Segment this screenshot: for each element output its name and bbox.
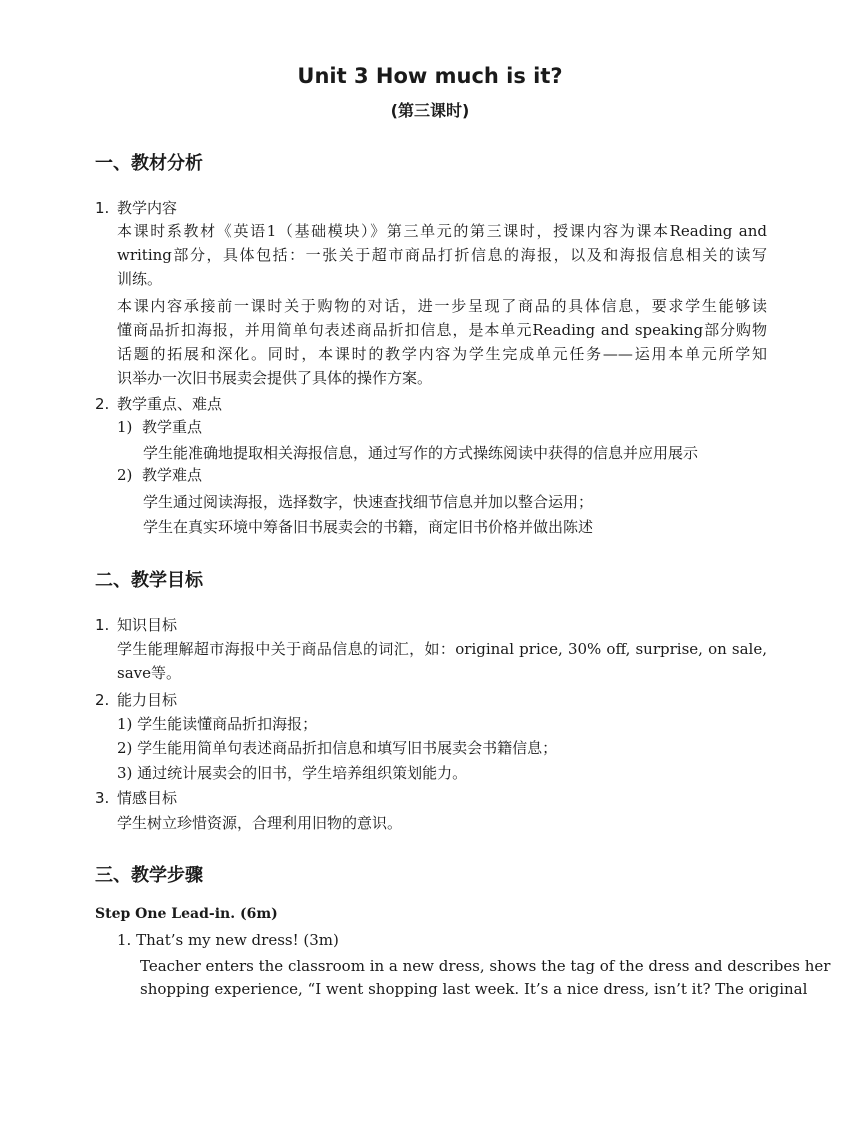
- paragraph-line: 懂商品折扣海报，并用简单句表述商品折扣信息，是本单元Reading and speaking部分购物: [117, 321, 767, 339]
- section-heading-1: 一、教材分析: [95, 153, 203, 174]
- sub-item-number: 1): [117, 418, 133, 436]
- sub-item-heading: [117, 464, 202, 485]
- item-heading: [95, 787, 177, 808]
- sub-item-heading: [117, 416, 202, 437]
- item-label: 能力目标: [117, 691, 178, 709]
- item-label: 知识目标: [117, 616, 178, 634]
- item-heading: [95, 689, 177, 710]
- item-number: 1.: [95, 199, 110, 217]
- item-heading: [95, 614, 177, 635]
- item-label: 情感目标: [117, 789, 178, 807]
- item-number: 1.: [95, 616, 110, 634]
- paragraph-line: Teacher enters the classroom in a new dress, shows the tag of the dress and describes her: [140, 957, 831, 975]
- paragraph-line: 学生在真实环境中筹备旧书展卖会的书籍，商定旧书价格并做出陈述: [143, 518, 594, 536]
- sub-item-label: 教学重点: [141, 418, 202, 436]
- item-number: 2.: [95, 395, 110, 413]
- paragraph-line: shopping experience, “I went shopping last week. It’s a nice dress, isn’t it? The original: [140, 980, 808, 998]
- item-heading: [95, 197, 177, 218]
- page-subtitle: (第三课时): [390, 101, 470, 120]
- paragraph-line: 学生通过阅读海报，选择数字，快速查找细节信息并加以整合运用；: [143, 493, 594, 511]
- item-label: 教学内容: [117, 199, 178, 217]
- item-number: 2.: [95, 691, 110, 709]
- paragraph-line: save等。: [117, 664, 181, 682]
- item-number: 3.: [95, 789, 110, 807]
- sub-item-number: 2): [117, 466, 133, 484]
- paragraph-line: 话题的拓展和深化。同时，本课时的教学内容为学生完成单元任务——运用本单元所学知: [117, 345, 767, 363]
- sub-item-label: 教学难点: [141, 466, 202, 484]
- section-heading-2: 二、教学目标: [95, 570, 203, 591]
- paragraph-line: 学生树立珍惜资源，合理利用旧物的意识。: [117, 814, 403, 832]
- page-title: Unit 3 How much is it?: [297, 64, 563, 88]
- paragraph-line: writing部分，具体包括：一张关于超市商品打折信息的海报，以及和海报信息相关的读写: [117, 246, 767, 264]
- item-heading: [95, 393, 222, 414]
- paragraph-line: 学生能准确地提取相关海报信息，通过写作的方式操练阅读中获得的信息并应用展示: [143, 444, 699, 462]
- paragraph-line: 训练。: [117, 270, 163, 288]
- list-item: 3) 通过统计展卖会的旧书，学生培养组织策划能力。: [117, 764, 468, 782]
- list-item: 1) 学生能读懂商品折扣海报；: [117, 715, 318, 733]
- paragraph-line: 本课内容承接前一课时关于购物的对话，进一步呈现了商品的具体信息，要求学生能够读: [117, 297, 767, 315]
- sub-item-heading: 1. That’s my new dress! (3m): [117, 931, 339, 949]
- paragraph-line: 识举办一次旧书展卖会提供了具体的操作方案。: [117, 369, 433, 387]
- section-heading-3: 三、教学步骤: [95, 865, 203, 886]
- paragraph-line: 学生能理解超市海报中关于商品信息的词汇，如：original price, 30% off, surprise, on sale,: [117, 640, 767, 658]
- step-heading: Step One Lead-in. (6m): [95, 906, 278, 922]
- list-item: 2) 学生能用简单句表述商品折扣信息和填写旧书展卖会书籍信息；: [117, 739, 558, 757]
- item-label: 教学重点、难点: [117, 395, 223, 413]
- paragraph-line: 本课时系教材《英语1（基础模块）》第三单元的第三课时，授课内容为课本Reading and: [117, 222, 767, 240]
